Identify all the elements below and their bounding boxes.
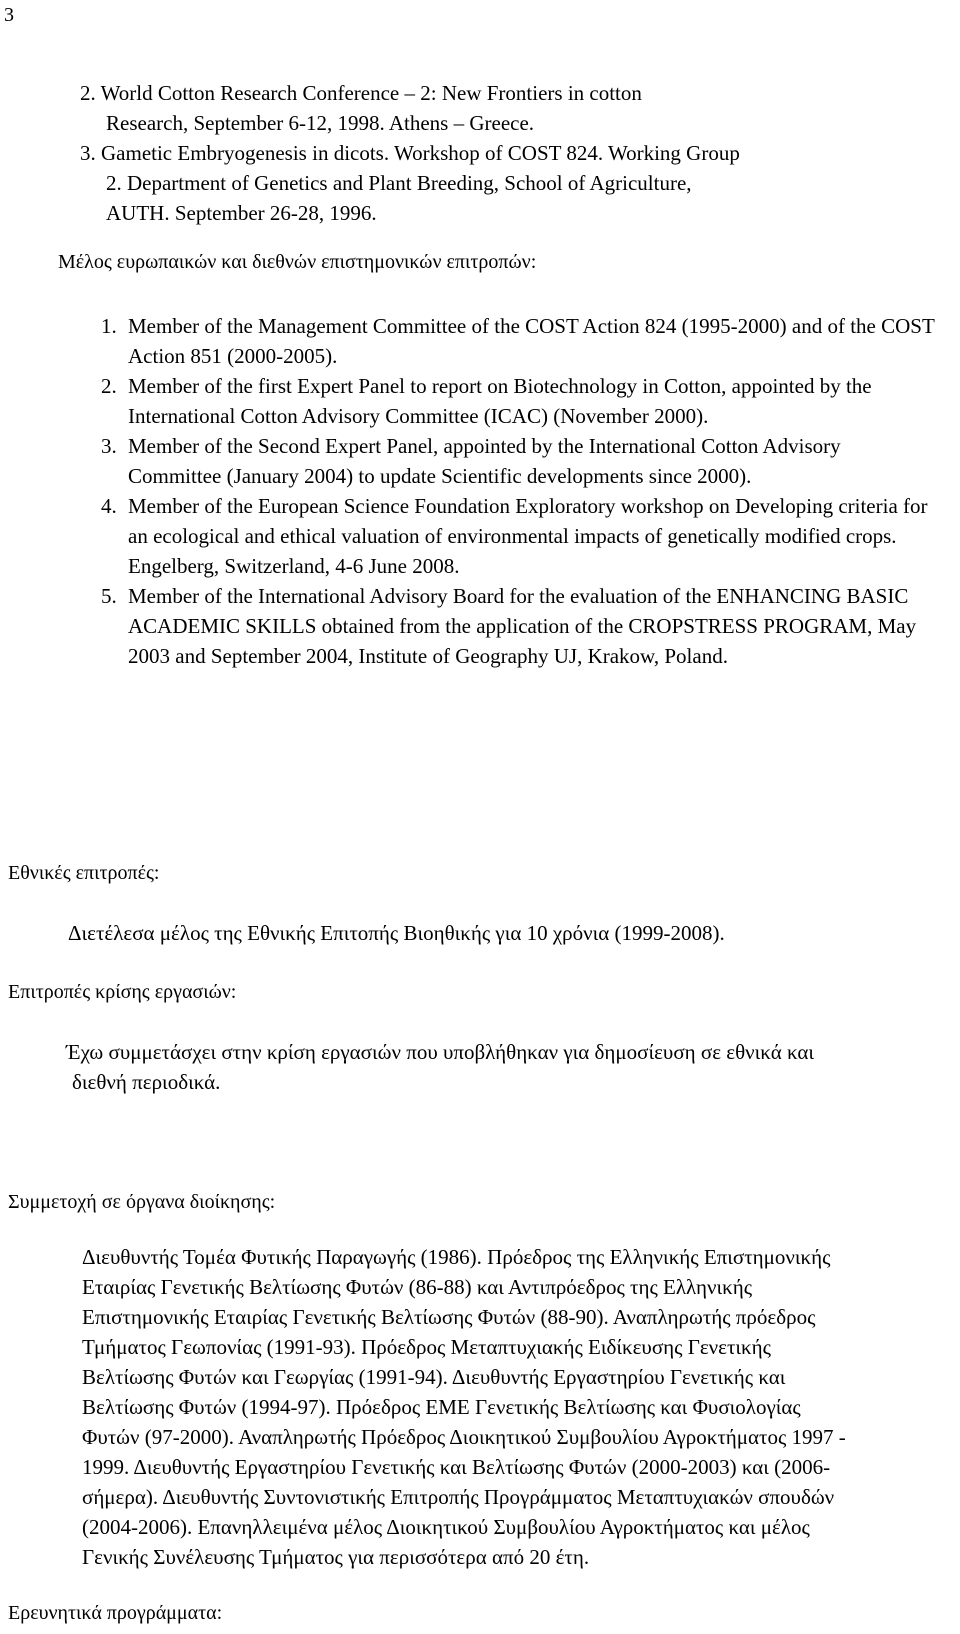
item-text-continued: AUTH. September 26-28, 1996.	[106, 201, 377, 225]
section-heading-research: Ερευνητικά προγράμματα:	[8, 1602, 223, 1624]
item-number: 2.	[80, 81, 96, 105]
list-item	[80, 138, 940, 228]
item-text-continued: 2. Department of Genetics and Plant Breeding, School of Agriculture,	[106, 171, 692, 195]
item-number: 1.	[101, 314, 117, 338]
review-text-line: Έχω συμμετάσχει στην κρίση εργασιών που υποβλήθηκαν για δημοσίευση σε εθνικά και	[66, 1040, 814, 1064]
item-text: World Cotton Research Conference – 2: New Frontiers in cotton	[100, 81, 642, 105]
item-text: Member of the European Science Foundation Exploratory workshop on Developing criteria for an ecological and ethical valuation of environmental impacts of genetically modified crops. Engelberg, Switzerland, 4-6 June 2008.	[128, 494, 928, 578]
page-number: 3	[4, 4, 14, 26]
section-heading-national: Εθνικές επιτροπές:	[8, 862, 160, 884]
list-item	[101, 431, 938, 491]
admin-line: σήμερα). Διευθυντής Συντονιστικής Επιτροπής Προγράμματος Μεταπτυχιακών σπουδών	[82, 1485, 835, 1509]
list-item	[101, 581, 938, 671]
item-text: Member of the International Advisory Board for the evaluation of the ENHANCING BASIC ACADEMIC SKILLS obtained from the application of the CROPSTRESS PROGRAM, May 2003 and September 2004, Institute of Geography UJ, Krakow, Poland.	[128, 584, 917, 668]
item-text: Member of the first Expert Panel to report on Biotechnology in Cotton, appointed by the International Cotton Advisory Committee (ICAC) (November 2000).	[128, 374, 872, 428]
admin-line: 1999. Διευθυντής Εργαστηρίου Γενετικής και Βελτίωσης Φυτών (2000-2003) και (2006-	[82, 1455, 831, 1479]
membership-list	[101, 311, 938, 671]
admin-line: Βελτίωσης Φυτών και Γεωργίας (1991-94). Διευθυντής Εργαστηρίου Γενετικής και	[82, 1365, 786, 1389]
list-item	[101, 371, 938, 431]
admin-line: Επιστημονικής Εταιρίας Γενετικής Βελτίωσης Φυτών (88-90). Αναπληρωτής πρόεδρος	[82, 1305, 816, 1329]
admin-line: Φυτών (97-2000). Αναπληρωτής Πρόεδρος Διοικητικού Συμβουλίου Αγροκτήματος 1997 -	[82, 1425, 846, 1449]
item-text: Member of the Management Committee of the COST Action 824 (1995-2000) and of the COST Action 851 (2000-2005).	[128, 314, 935, 368]
item-number: 3.	[101, 434, 117, 458]
item-number: 5.	[101, 584, 117, 608]
conference-list	[80, 78, 940, 228]
admin-line: Βελτίωσης Φυτών (1994-97). Πρόεδρος ΕΜΕ Γενετικής Βελτίωσης και Φυσιολογίας	[82, 1395, 801, 1419]
admin-paragraph	[82, 1242, 932, 1572]
section-heading-members: Μέλος ευρωπαικών και διεθνών επιστημονικών επιτροπών:	[58, 251, 537, 273]
list-item	[101, 491, 938, 581]
list-item	[80, 78, 940, 138]
review-text-line: διεθνή περιοδικά.	[72, 1070, 221, 1094]
item-text: Member of the Second Expert Panel, appointed by the International Cotton Advisory Committee (January 2004) to update Scientific developments since 2000).	[128, 434, 841, 488]
section-heading-review: Επιτροπές κρίσης εργασιών:	[8, 981, 237, 1003]
item-number: 2.	[101, 374, 117, 398]
item-number: 4.	[101, 494, 117, 518]
section-heading-admin: Συμμετοχή σε όργανα διοίκησης:	[8, 1191, 276, 1213]
list-item	[101, 311, 938, 371]
admin-line: Γενικής Συνέλευσης Τμήματος για περισσότερα από 20 έτη.	[82, 1545, 590, 1569]
item-text: Gametic Embryogenesis in dicots. Workshop of COST 824. Working Group	[101, 141, 740, 165]
national-committee-text: Διετέλεσα μέλος της Εθνικής Επιτοπής Βιοηθικής για 10 χρόνια (1999-2008).	[68, 921, 725, 945]
admin-line: Εταιρίας Γενετικής Βελτίωσης Φυτών (86-88) και Αντιπρόεδρος της Ελληνικής	[82, 1275, 753, 1299]
admin-line: Τμήματος Γεωπονίας (1991-93). Πρόεδρος Μεταπτυχιακής Ειδίκευσης Γενετικής	[82, 1335, 771, 1359]
admin-line: Διευθυντής Τομέα Φυτικής Παραγωγής (1986). Πρόεδρος της Ελληνικής Επιστημονικής	[82, 1245, 831, 1269]
item-number: 3.	[80, 141, 96, 165]
admin-line: (2004-2006). Επανηλλειμένα μέλος Διοικητικού Συμβουλίου Αγροκτήματος και μέλος	[82, 1515, 810, 1539]
item-text-continued: Research, September 6-12, 1998. Athens – Greece.	[106, 111, 535, 135]
